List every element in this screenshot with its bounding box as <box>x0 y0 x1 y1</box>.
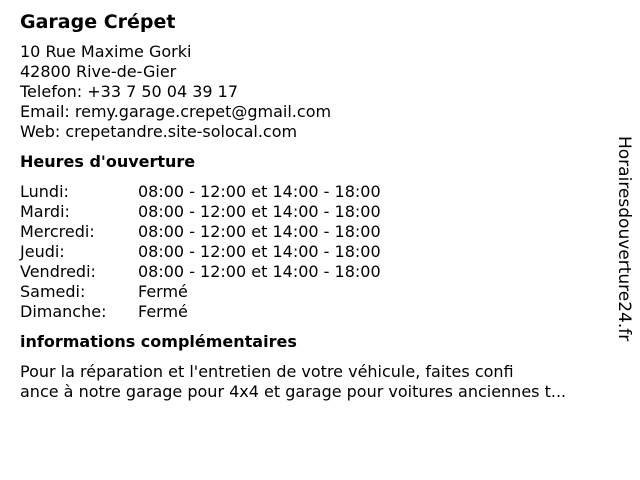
address-city: 42800 Rive-de-Gier <box>20 62 177 81</box>
day-hours: Fermé <box>138 282 188 301</box>
day-label: Lundi: <box>20 182 69 201</box>
day-label: Samedi: <box>20 282 86 301</box>
site-watermark: Horairesdouverture24.fr <box>614 136 634 342</box>
hours-row-vendredi <box>20 262 610 282</box>
hours-row-mardi <box>20 202 610 222</box>
hours-row-samedi <box>20 282 610 302</box>
day-label: Vendredi: <box>20 262 96 281</box>
day-label: Jeudi: <box>20 242 65 261</box>
day-hours: 08:00 - 12:00 et 14:00 - 18:00 <box>138 242 381 261</box>
hours-row-mercredi <box>20 222 610 242</box>
info-line-2: ance à notre garage pour 4x4 et garage pour voitures anciennes t... <box>20 382 567 401</box>
address-street: 10 Rue Maxime Gorki <box>20 42 192 61</box>
info-heading: informations complémentaires <box>20 332 297 351</box>
hours-table <box>20 182 610 322</box>
day-label: Mercredi: <box>20 222 95 241</box>
day-hours: Fermé <box>138 302 188 321</box>
phone-line: Telefon: +33 7 50 04 39 17 <box>20 82 239 101</box>
day-label: Mardi: <box>20 202 70 221</box>
web-line: Web: crepetandre.site-solocal.com <box>20 122 298 141</box>
info-line-1: Pour la réparation et l'entretien de votre véhicule, faites confi <box>20 362 514 381</box>
day-label: Dimanche: <box>20 302 107 321</box>
hours-row-dimanche <box>20 302 610 322</box>
day-hours: 08:00 - 12:00 et 14:00 - 18:00 <box>138 182 381 201</box>
email-line: Email: remy.garage.crepet@gmail.com <box>20 102 332 121</box>
info-description <box>20 362 612 402</box>
day-hours: 08:00 - 12:00 et 14:00 - 18:00 <box>138 202 381 221</box>
day-hours: 08:00 - 12:00 et 14:00 - 18:00 <box>138 222 381 241</box>
business-card <box>20 10 610 402</box>
day-hours: 08:00 - 12:00 et 14:00 - 18:00 <box>138 262 381 281</box>
hours-row-jeudi <box>20 242 610 262</box>
business-name: Garage Crépet <box>20 11 176 33</box>
hours-row-lundi <box>20 182 610 202</box>
hours-heading: Heures d'ouverture <box>20 152 196 171</box>
